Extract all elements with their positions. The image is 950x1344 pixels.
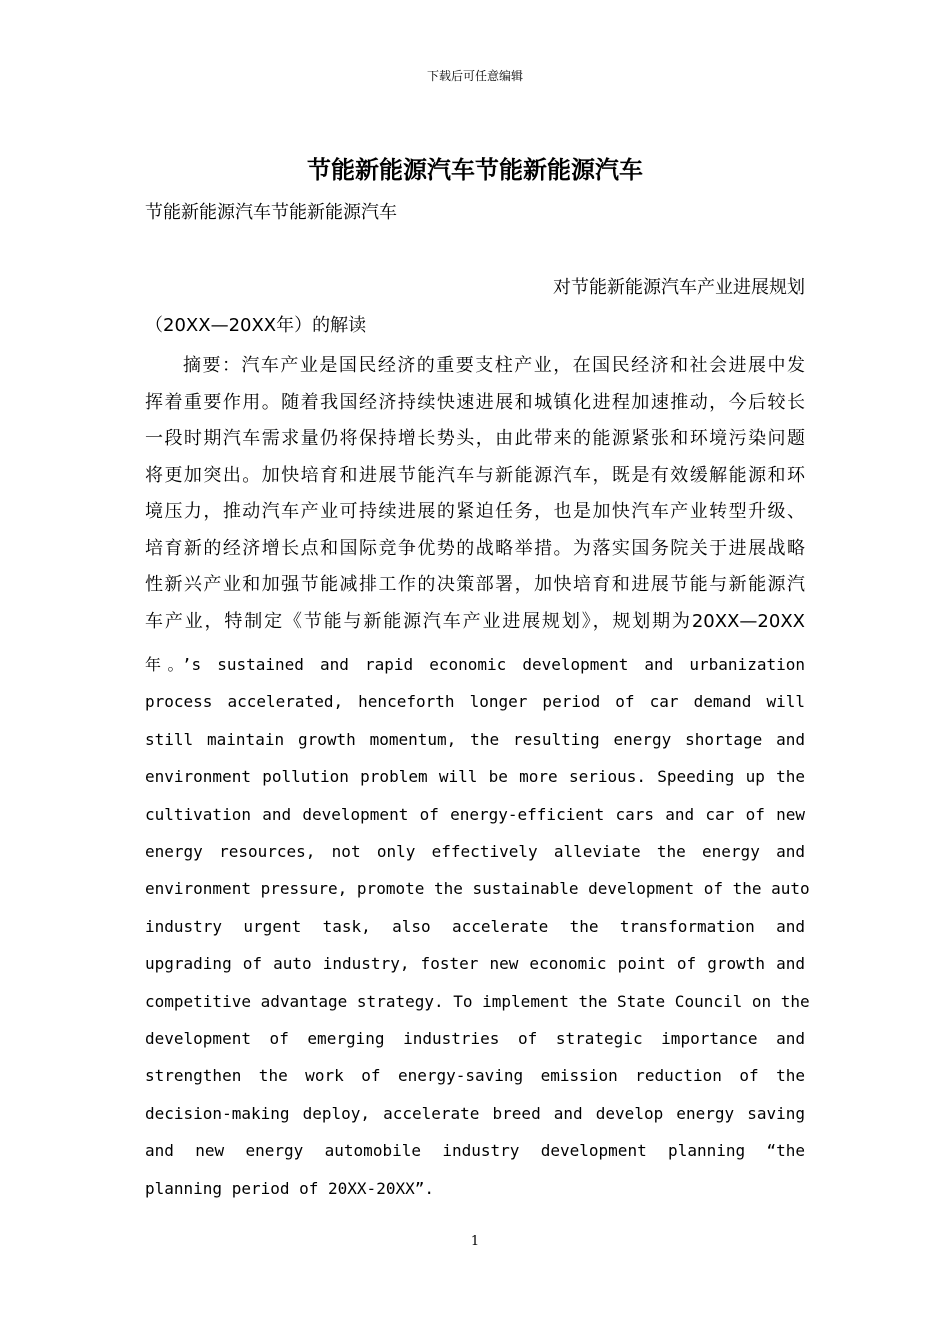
chinese-abstract-line: 挥着重要作用。随着我国经济持续快速进展和城镇化进程加速推动，今后较长 bbox=[145, 391, 805, 413]
english-abstract-line: industry urgent task, also accelerate the transformation and bbox=[145, 916, 805, 936]
chinese-abstract-line: 摘要：汽车产业是国民经济的重要支柱产业，在国民经济和社会进展中发 bbox=[183, 355, 805, 376]
document-title: 节能新能源汽车节能新能源汽车 bbox=[307, 156, 643, 184]
chinese-abstract-line: 车产业，特制定《节能与新能源汽车产业进展规划》，规划期为20XX—20XX bbox=[145, 610, 805, 632]
english-abstract-line: cultivation and development of energy-efficient cars and car of new bbox=[145, 804, 805, 824]
english-abstract-line: energy resources, not only effectively alleviate the energy and bbox=[145, 842, 805, 862]
chinese-abstract bbox=[145, 348, 805, 640]
page-number: 1 bbox=[470, 1234, 480, 1249]
english-abstract bbox=[145, 646, 810, 1207]
english-abstract-line: upgrading of auto industry, foster new economic point of growth and bbox=[145, 954, 805, 974]
english-abstract-line: decision-making deploy, accelerate breed and develop energy saving bbox=[145, 1103, 805, 1123]
header-note: 下载后可任意编辑 bbox=[426, 69, 523, 83]
english-abstract-line: development of emerging industries of strategic importance and bbox=[145, 1029, 805, 1049]
chinese-abstract-line: 一段时期汽车需求量仍将保持增长势头，由此带来的能源紧张和环境污染问题 bbox=[145, 428, 805, 449]
english-abstract-line: environment pressure, promote the sustainable development of the auto bbox=[145, 879, 810, 899]
english-abstract-line: process accelerated, henceforth longer period of car demand will bbox=[145, 692, 805, 712]
chinese-abstract-line: 性新兴产业和加强节能减排工作的决策部署，加快培育和进展节能与新能源汽 bbox=[145, 574, 805, 595]
interpretation-year-line: （20XX—20XX年）的解读 bbox=[145, 315, 367, 336]
document-subtitle: 节能新能源汽车节能新能源汽车 bbox=[145, 202, 397, 223]
english-abstract-line: 年。’s sustained and rapid economic development and urbanization bbox=[145, 655, 805, 674]
interpretation-heading: 对节能新能源汽车产业进展规划 bbox=[553, 277, 805, 298]
chinese-abstract-line: 培育新的经济增长点和国际竞争优势的战略举措。为落实国务院关于进展战略 bbox=[145, 537, 805, 559]
english-abstract-line: still maintain growth momentum, the resulting energy shortage and bbox=[145, 729, 805, 749]
english-abstract-line: and new energy automobile industry development planning “the bbox=[145, 1141, 805, 1161]
english-abstract-line: strengthen the work of energy-saving emission reduction of the bbox=[145, 1066, 805, 1086]
english-abstract-line: planning period of 20XX-20XX”. bbox=[145, 1178, 434, 1198]
english-abstract-line: competitive advantage strategy. To implement the State Council on the bbox=[145, 991, 810, 1011]
chinese-abstract-line: 将更加突出。加快培育和进展节能汽车与新能源汽车，既是有效缓解能源和环 bbox=[145, 464, 805, 486]
english-abstract-line: environment pollution problem will be more serious. Speeding up the bbox=[145, 767, 805, 787]
chinese-abstract-line: 境压力，推动汽车产业可持续进展的紧迫任务，也是加快汽车产业转型升级、 bbox=[145, 501, 805, 522]
